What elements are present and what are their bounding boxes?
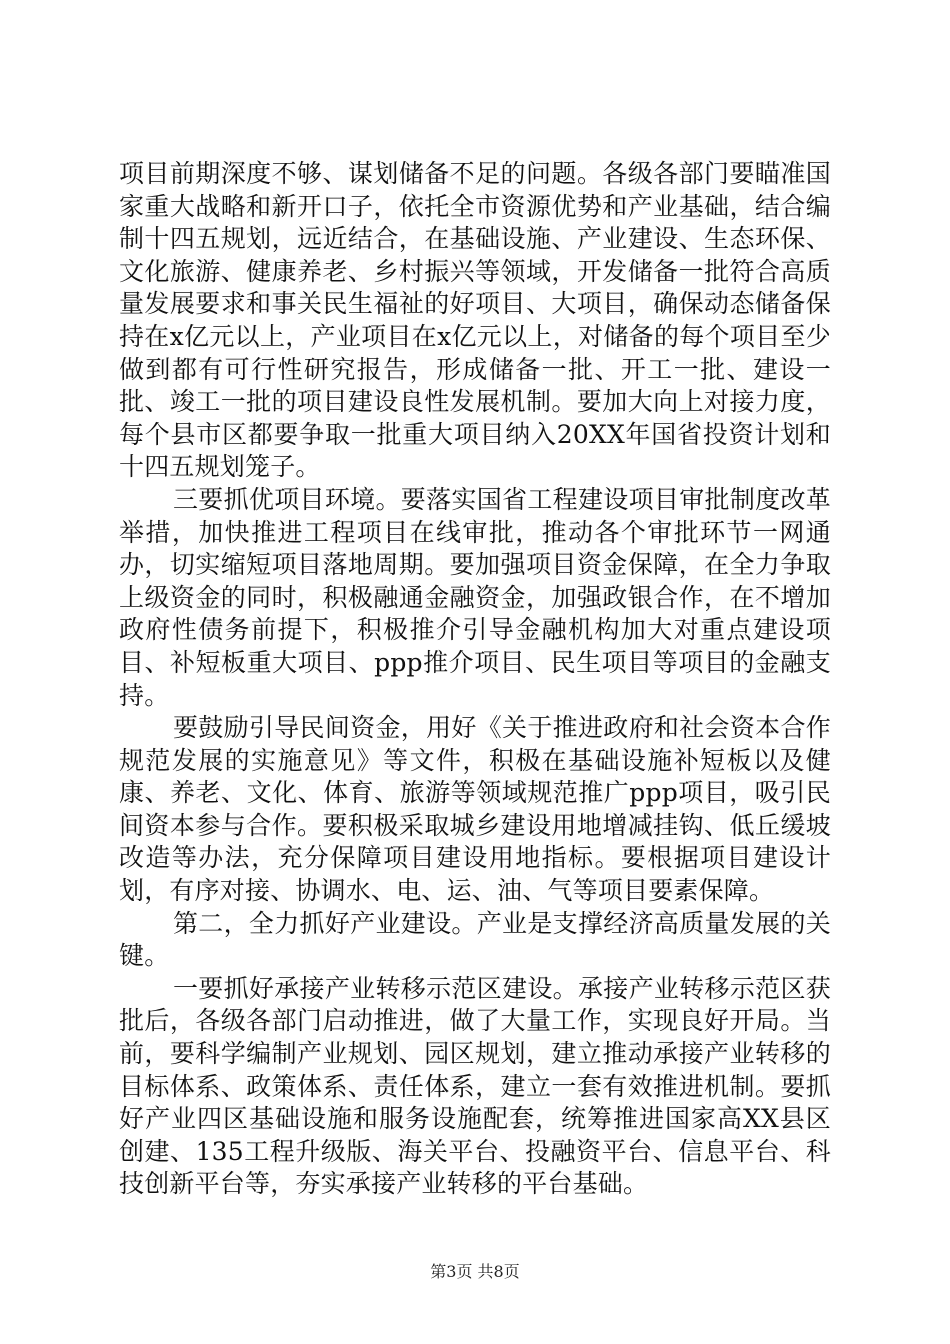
paragraph-3: 要鼓励引导民间资金，用好《关于推进政府和社会资本合作规范发展的实施意见》等文件，积极在基础设施补短板以及健康、养老、文化、体育、旅游等领域规范推广ppp项目，吸引民间资本参与合作。要积极采取城乡建设用地增减挂钩、低丘缓坡改造等办法，充分保障项目建设用地指标。要根据项目建设计划，有序对接、协调水、电、运、油、气等项目要素保障。 <box>119 713 831 906</box>
paragraph-1: 项目前期深度不够、谋划储备不足的问题。各级各部门要瞄准国家重大战略和新开口子，依托全市资源优势和产业基础，结合编制十四五规划，远近结合，在基础设施、产业建设、生态环保、文化旅游、健康养老、乡村振兴等领域，开发储备一批符合高质量发展要求和事关民生福祉的好项目、大项目，确保动态储备保持在x亿元以上，产业项目在x亿元以上，对储备的每个项目至少做到都有可行性研究报告，形成储备一批、开工一批、建设一批、竣工一批的项目建设良性发展机制。要加大向上对接力度，每个县市区都要争取一批重大项目纳入20XX年国省投资计划和十四五规划笼子。 <box>119 159 831 482</box>
document-body <box>119 158 831 1201</box>
paragraph-5: 一要抓好承接产业转移示范区建设。承接产业转移示范区获批后，各级各部门启动推进，做了大量工作，实现良好开局。当前，要科学编制产业规划、园区规划，建立推动承接产业转移的目标体系、政策体系、责任体系，建立一套有效推进机制。要抓好产业四区基础设施和服务设施配套，统筹推进国家高XX县区创建、135工程升级版、海关平台、投融资平台、信息平台、科技创新平台等，夯实承接产业转移的平台基础。 <box>119 973 831 1199</box>
page-number-footer: 第3页 共8页 <box>430 1262 520 1281</box>
paragraph-2: 三要抓优项目环境。要落实国省工程建设项目审批制度改革举措，加快推进工程项目在线审批，推动各个审批环节一网通办，切实缩短项目落地周期。要加强项目资金保障，在全力争取上级资金的同时，积极融通金融资金，加强政银合作，在不增加政府性债务前提下，积极推介引导金融机构加大对重点建设项目、补短板重大项目、ppp推介项目、民生项目等项目的金融支持。 <box>119 484 831 710</box>
paragraph-4: 第二，全力抓好产业建设。产业是支撑经济高质量发展的关键。 <box>119 908 831 971</box>
